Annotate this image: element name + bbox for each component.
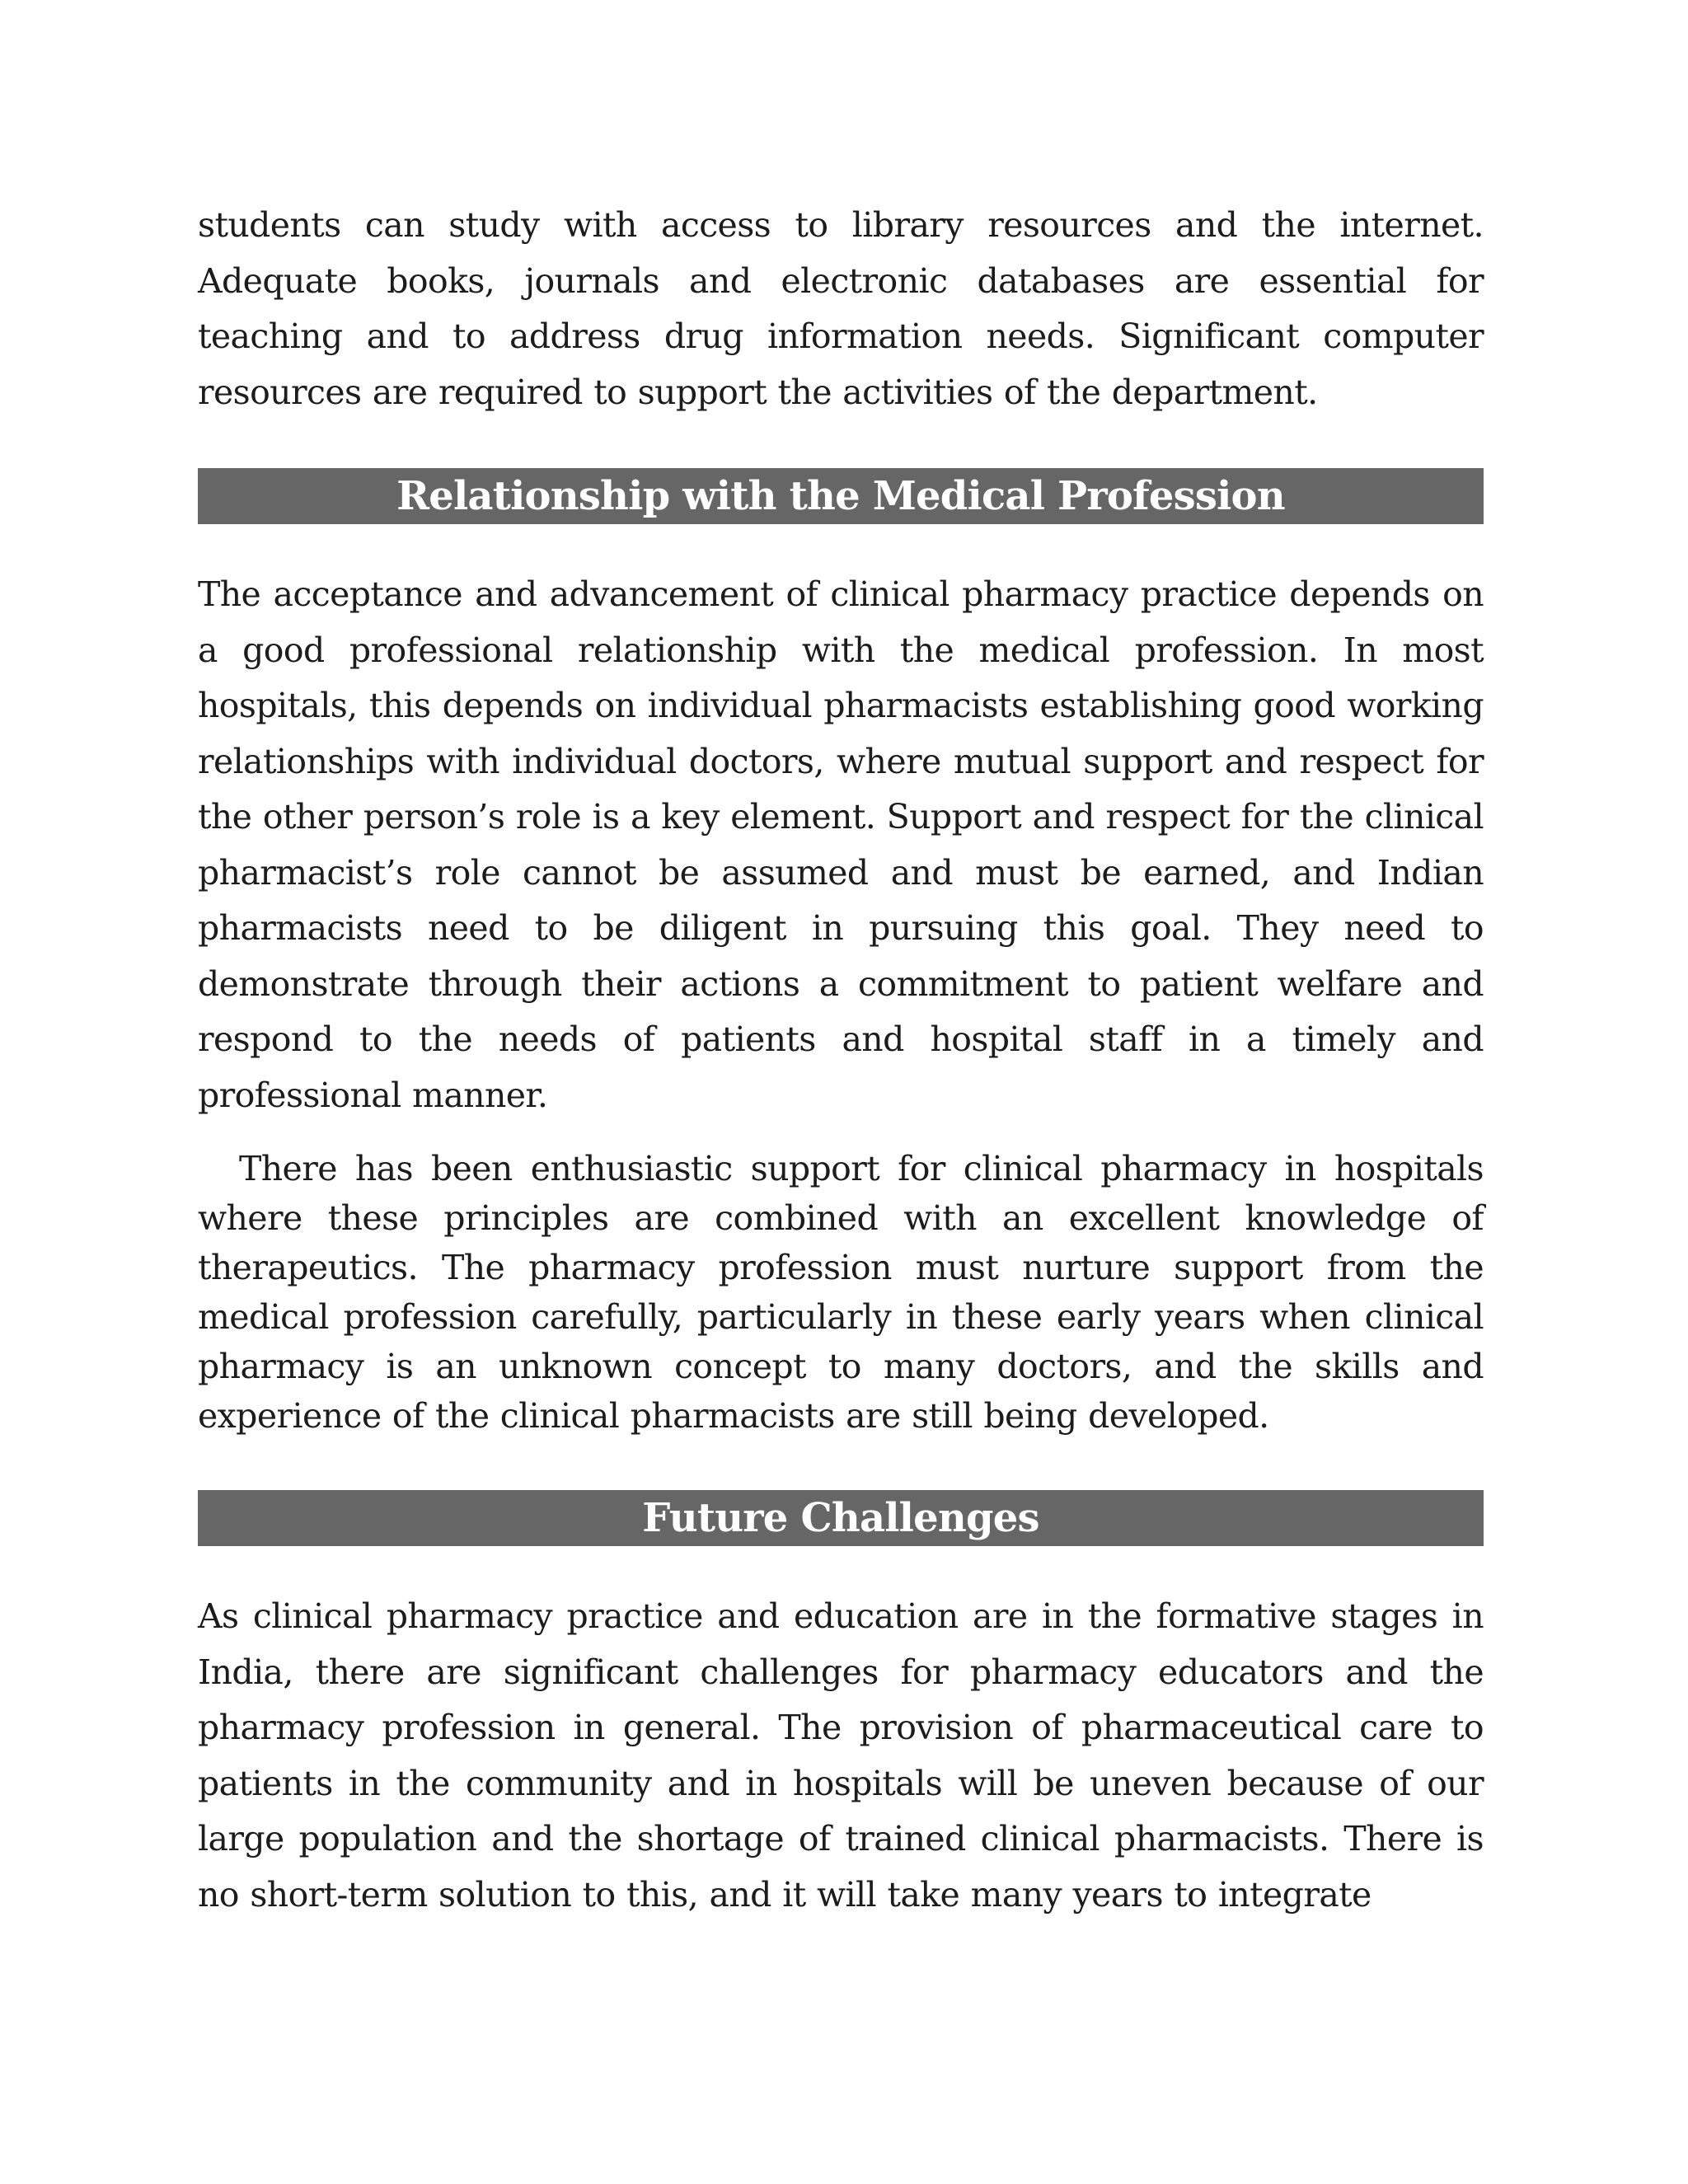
section-intro [198, 198, 1484, 420]
paragraph-library-resources: students can study with access to library resources and the internet. Adequate books, journals and electronic databases are essential for teaching and to address drug information needs. Significant computer resources are required to support the activities of the department. [198, 205, 1484, 412]
paragraph-formative-stages: As clinical pharmacy practice and education are in the formative stages in India, there are significant challenges for pharmacy educators and the pharmacy profession in general. The provision of pharmaceutical care to patients in the community and in hospitals will be uneven because of our large population and the shortage of trained clinical pharmacists. There is no short-term solution to this, and it will take many years to integrate [198, 1596, 1484, 1915]
section-future [198, 1589, 1484, 1923]
heading-relationship-medical-profession: Relationship with the Medical Profession [198, 468, 1484, 524]
paragraph-acceptance: The acceptance and advancement of clinical pharmacy practice depends on a good professional relationship with the medical profession. In most hospitals, this depends on individual pharmacists establishing good working relationships with individual doctors, where mutual support and respect for the other person’s role is a key element. Support and respect for the clinical pharmacist’s role cannot be assumed and must be earned, and Indian pharmacists need to be diligent in pursuing this goal. They need to demonstrate through their actions a commitment to patient welfare and respond to the needs of patients and hospital staff in a timely and professional manner. [198, 574, 1484, 1115]
paragraph-enthusiastic-support: There has been enthusiastic support for clinical pharmacy in hospitals where these principles are combined with an excellent knowledge of therapeutics. The pharmacy profession must nurture support from the medical profession carefully, particularly in these early years when clinical pharmacy is an unknown concept to many doctors, and the skills and experience of the clinical pharmacists are still being developed. [198, 1149, 1484, 1436]
heading-future-challenges: Future Challenges [198, 1490, 1484, 1546]
section-support [198, 1144, 1484, 1441]
section-relationship [198, 567, 1484, 1123]
